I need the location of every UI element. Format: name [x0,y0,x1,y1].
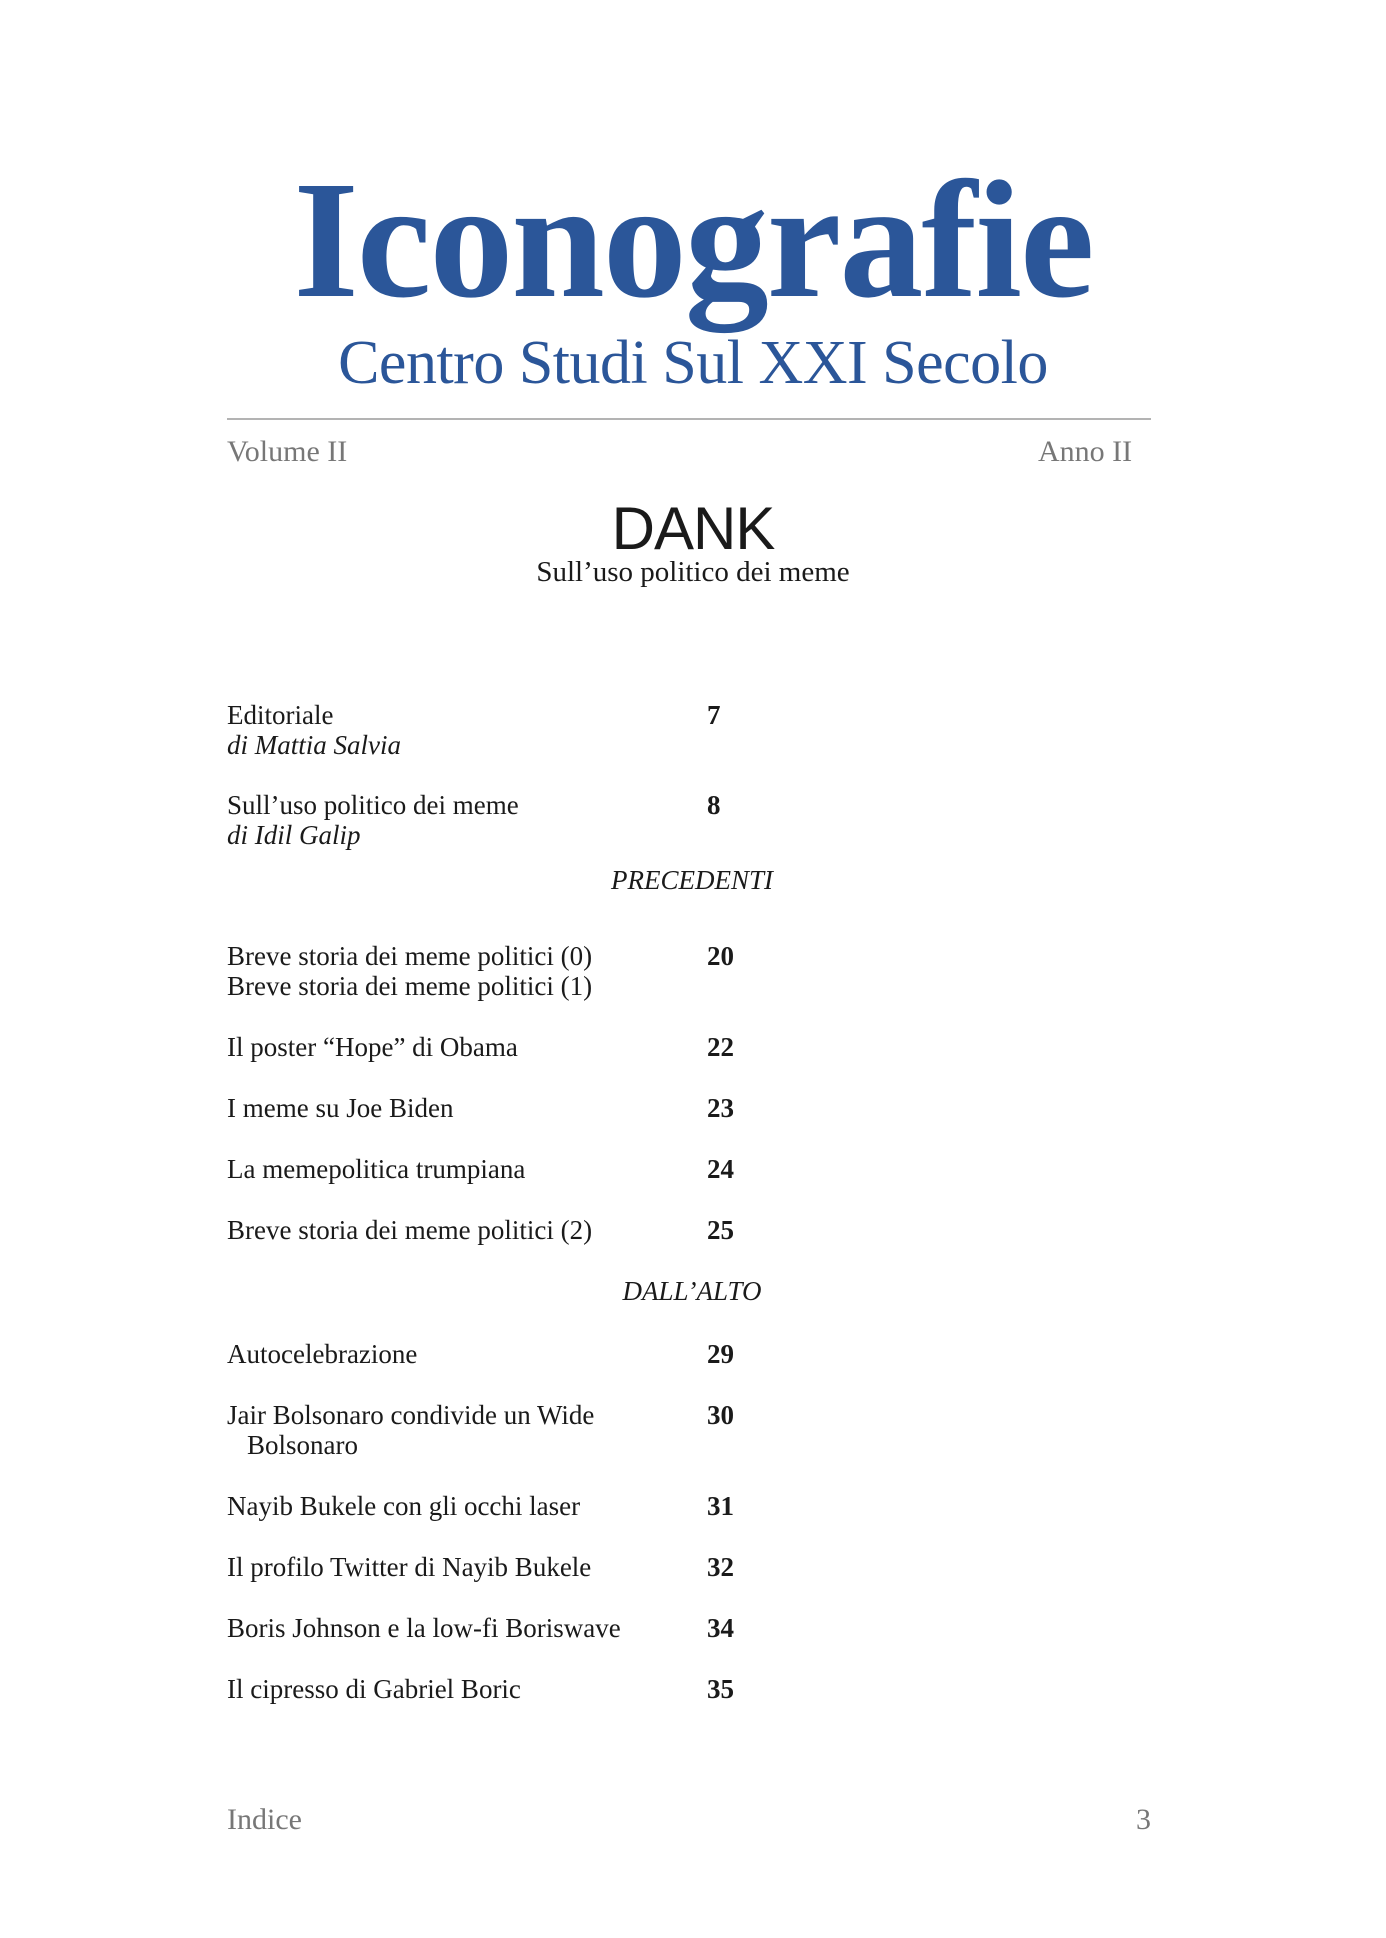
toc-entry-title: Breve storia dei meme politici (0) [227,941,593,971]
section-heading-precedenti: PRECEDENTI [611,865,773,895]
toc-entry-title: Autocelebrazione [227,1339,418,1369]
toc-entry-page: 23 [707,1093,734,1123]
section-heading-dallalto: DALL’ALTO [622,1276,762,1306]
toc-entry-title: Il profilo Twitter di Nayib Bukele [227,1552,592,1582]
toc-entry-title: Jair Bolsonaro condivide un Wide [227,1400,595,1430]
toc-entry-title: I meme su Joe Biden [227,1093,454,1123]
toc-entry-page: 29 [707,1339,734,1369]
toc-entry-page: 20 [707,941,734,971]
toc-entry [227,1491,1027,1521]
toc-entry-title: La memepolitica trumpiana [227,1154,526,1184]
issue-subtitle: Sull’uso politico dei meme [536,556,850,588]
toc-entry-page: 25 [707,1215,734,1245]
issue-title: DANK [611,495,775,562]
toc-entry [227,1093,1027,1123]
toc-entry [227,700,1027,760]
toc-entry-author: di Idil Galip [227,820,361,850]
header-divider [227,418,1151,420]
table-of-contents [227,700,1027,1704]
toc-entry-title-line2: Bolsonaro [247,1430,358,1460]
footer-section-label: Indice [227,1803,302,1836]
anno-label: Anno II [1038,435,1133,468]
toc-entry [227,1613,1027,1643]
toc-entry [227,1154,1027,1184]
toc-entry-title: Breve storia dei meme politici (2) [227,1215,593,1245]
toc-entry [227,1400,1027,1460]
toc-entry-title: Editoriale [227,700,334,730]
toc-entry-page: 7 [707,700,721,730]
toc-entry-page: 30 [707,1400,734,1430]
toc-entry-title: Nayib Bukele con gli occhi laser [227,1491,581,1521]
toc-entry [227,1032,1027,1062]
toc-entry-page: 32 [707,1552,734,1582]
toc-entry [227,790,1027,850]
toc-entry-page: 34 [707,1613,734,1643]
toc-entry-title: Il cipresso di Gabriel Boric [227,1674,521,1704]
toc-entry-page: 24 [707,1154,734,1184]
toc-entry [227,1674,1027,1704]
toc-entry [227,941,1027,1001]
toc-entry-title: Sull’uso politico dei meme [227,790,519,820]
volume-label: Volume II [227,435,348,468]
toc-entry-title: Il poster “Hope” di Obama [227,1032,518,1062]
toc-entry-title: Boris Johnson e la low-fi Boriswave [227,1613,621,1643]
journal-title: Iconografie [293,147,1093,333]
toc-entry [227,1215,1027,1245]
toc-entry-page: 22 [707,1032,734,1062]
toc-entry-title-line2: Breve storia dei meme politici (1) [227,971,593,1001]
toc-entry-author: di Mattia Salvia [227,730,401,760]
page-number: 3 [1136,1803,1151,1836]
toc-entry-page: 31 [707,1491,734,1521]
toc-entry-page: 8 [707,790,721,820]
toc-entry [227,1552,1027,1582]
toc-entry [227,1339,1027,1369]
toc-entry-page: 35 [707,1674,734,1704]
journal-subtitle: Centro Studi Sul XXI Secolo [338,329,1048,397]
